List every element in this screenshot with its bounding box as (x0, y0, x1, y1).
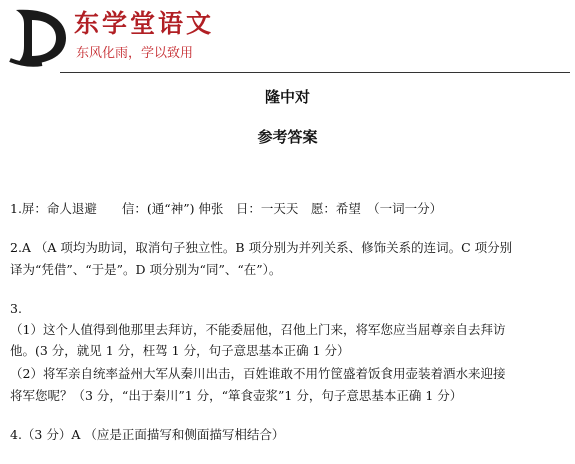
answer-q3-1-line1: （1）这个人值得到他那里去拜访，不能委屈他，召他上门来，将军您应当屈尊亲自去拜访 (10, 322, 506, 337)
document-title: 隆中对 (264, 88, 310, 106)
answer-q3-number: 3. (10, 301, 22, 316)
answer-q1: 1.屏：命人退避 信：(通“神”) 伸张 日：一天天 愿：希望 （一词一分） (10, 201, 443, 216)
answer-q4: 4.（3 分）A （应是正面描写和侧面描写相结合） (10, 427, 285, 442)
answer-q3-2-line2: 将军您呢？（3 分，“出于秦川”1 分，“箪食壶浆”1 分，句子意思基本正确 1 分） (10, 388, 463, 403)
answer-q2-line1: 2.A （A 项均为助词，取消句子独立性。B 项分别为并列关系、修饰关系的连词。C 项分别 (10, 240, 513, 255)
answer-q3-2-line1: （2）将军亲自统率益州大军从秦川出击，百姓谁敢不用竹筐盛着饭食用壶装着酒水来迎接 (10, 366, 506, 381)
header-divider (60, 72, 570, 73)
logo-d-icon (8, 6, 68, 68)
header (0, 0, 575, 74)
brand-slogan: 东风化雨，学以致用 (76, 46, 194, 61)
answer-q3-1-line2: 他。(3 分，就见 1 分，枉驾 1 分，句子意思基本正确 1 分） (10, 343, 350, 358)
answer-q2-line2: 译为“凭借”、“于是”。D 项分别为“同”、“在”）。 (10, 262, 282, 277)
brand-name: 东学堂语文 (74, 9, 215, 38)
document-subtitle: 参考答案 (257, 128, 318, 146)
